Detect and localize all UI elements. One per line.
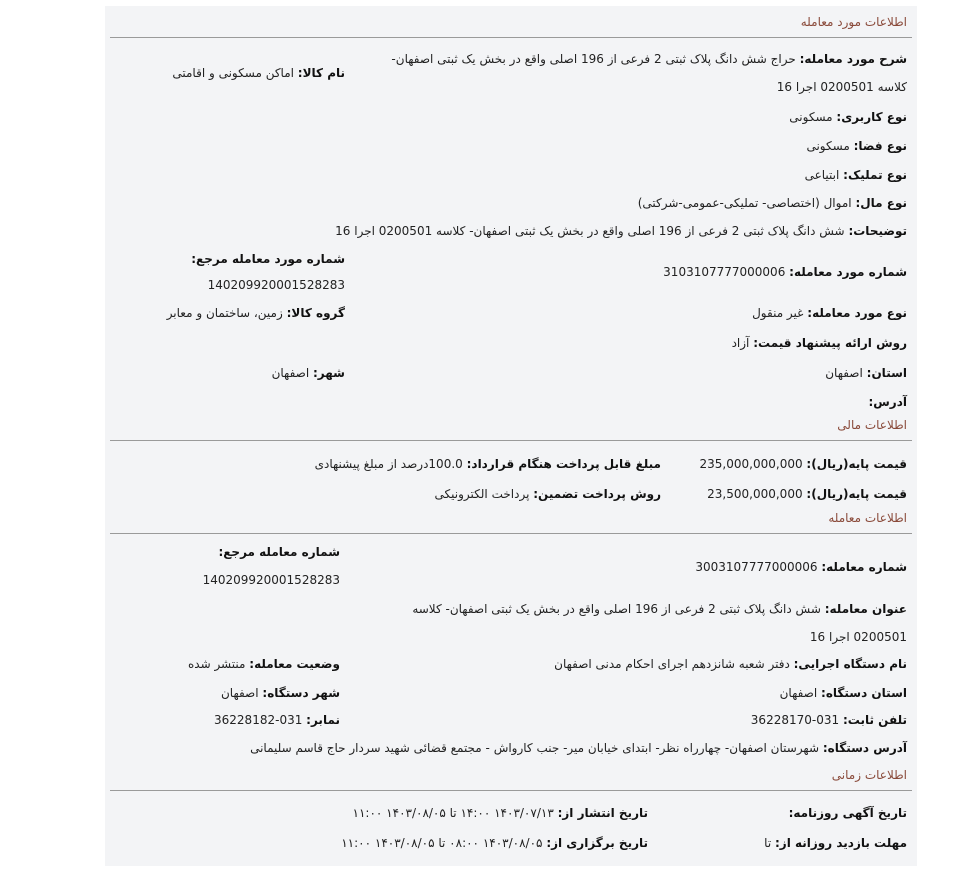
field-executor [554,657,907,671]
field-goods-name [172,66,345,80]
label: استان: [866,366,907,380]
field-org-city [221,686,340,700]
field-item-type [752,306,907,320]
field-status [188,657,340,671]
field-transaction-title [387,595,907,651]
label: نوع مال: [855,196,907,210]
label: روش پرداخت تضمین: [533,487,661,501]
label: تاریخ آگهی روزنامه: [788,806,907,820]
field-fax [214,713,340,727]
value: 031-36228182 [214,713,303,727]
value: شش دانگ پلاک ثبتی 2 فرعی از 196 اصلی واقع در بخش یک ثبتی اصفهان- کلاسه 0200501 اجرا 16 [335,224,845,238]
value: مسکونی [789,110,833,124]
field-visit-deadline [764,836,907,850]
label: تاریخ انتشار از: [557,806,648,820]
label: عنوان معامله: [824,602,907,616]
value: منتشر شده [187,657,246,671]
field-ref-number-label [218,545,340,559]
divider [110,37,912,38]
value: دفتر شعبه شانزدهم اجرای احکام مدنی اصفهان [554,657,790,671]
value: 235,000,000,000 [699,457,803,471]
field-province [825,366,907,380]
label: نوع مورد معامله: [807,306,907,320]
label: آدرس: [868,395,907,409]
field-guarantee-method [435,487,661,501]
value: شهرستان اصفهان- چهارراه نظر- ابتدای خیابان میر- جنب کارواش - مجتمع قضائی شهید سردار حاج قاسم سلیمانی [250,741,820,755]
value: 23,500,000,000 [707,487,803,501]
value: اصفهان [220,686,259,700]
field-base-price [700,457,907,471]
value: پرداخت الکترونیکی [434,487,530,501]
label: توضیحات: [848,224,907,238]
field-city [272,366,345,380]
label: روش ارائه پیشنهاد قیمت: [753,336,907,350]
label: استان دستگاه: [821,686,907,700]
divider [110,790,912,791]
label: مبلغ قابل پرداخت هنگام قرارداد: [466,457,661,471]
label: شماره معامله مرجع: [218,545,340,559]
value: ۱۴۰۳/۰۸/۰۵ ۰۸:۰۰ تا ۱۴۰۳/۰۸/۰۵ ۱۱:۰۰ [341,836,543,850]
value: 3003107777000006 [695,560,818,574]
section-title-financial: اطلاعات مالی [837,418,907,432]
field-holding-date [341,836,648,850]
label: نوع کاربری: [836,110,907,124]
label: شرح مورد معامله: [799,52,907,66]
value: اصفهان [825,366,863,380]
label: شهر دستگاه: [262,686,340,700]
field-ref-number-value: 140209920001528283 [202,573,340,587]
label: نمابر: [306,713,340,727]
label: قیمت پایه(ریال): [806,487,907,501]
label: مهلت بازدید روزانه از: [775,836,907,850]
field-price-method [732,336,907,350]
value: 3103107777000006 [663,265,786,279]
field-description [387,45,907,101]
field-property-type [638,196,907,210]
value: شش دانگ پلاک ثبتی 2 فرعی از 196 اصلی واقع در بخش یک ثبتی اصفهان- کلاسه 0200501 اجرا 16 [412,602,907,644]
field-publish-date [353,806,648,820]
divider [110,533,912,534]
label: شهر: [313,366,345,380]
field-phone [751,713,907,727]
field-space-type [806,139,907,153]
value: 100.0درصد از مبلغ پیشنهادی [314,457,463,471]
value: مسکونی [806,139,850,153]
value: اصفهان [779,686,818,700]
value: غیر منقول [752,306,804,320]
label: آدرس دستگاه: [822,741,907,755]
field-notes [335,224,907,238]
label: نام دستگاه اجرایی: [793,657,907,671]
label: شماره معامله: [821,560,907,574]
value: آزاد [731,336,750,350]
section-title-time: اطلاعات زمانی [831,768,907,782]
label: وضعیت معامله: [249,657,340,671]
label: تلفن ثابت: [842,713,907,727]
field-org-address [250,741,907,755]
value: اماکن مسکونی و اقامتی [172,66,294,80]
value: 031-36228170 [750,713,840,727]
section-title-item: اطلاعات مورد معامله [800,15,907,29]
value: حراج شش دانگ پلاک ثبتی 2 فرعی از 196 اصلی واقع در بخش یک ثبتی اصفهان- کلاسه 0200501 اجرا 16 [391,52,907,94]
field-ref-item-number-label [191,252,345,266]
field-deposit [707,487,907,501]
label: نام کالا: [297,66,345,80]
label: نوع فضا: [853,139,907,153]
value: اصفهان [271,366,310,380]
field-goods-group [167,306,345,320]
field-org-province [780,686,907,700]
label: شماره مورد معامله مرجع: [191,252,345,266]
field-item-number [663,265,907,279]
label: تاریخ برگزاری از: [546,836,648,850]
field-ref-item-number-value: 140209920001528283 [207,278,345,292]
field-ownership-type [805,168,907,182]
label: گروه کالا: [286,306,345,320]
value: اموال (اختصاصی- تملیکی-عمومی-شرکتی) [637,196,852,210]
details-panel [105,6,917,866]
label: قیمت پایه(ریال): [806,457,907,471]
field-payable-at-contract [315,457,661,471]
field-usage-type [789,110,907,124]
value: زمین، ساختمان و معابر [166,306,283,320]
label: شماره مورد معامله: [789,265,907,279]
label: نوع تملیک: [843,168,907,182]
divider [110,440,912,441]
value: ۱۴۰۳/۰۷/۱۳ ۱۴:۰۰ تا ۱۴۰۳/۰۸/۰۵ ۱۱:۰۰ [352,806,554,820]
field-newspaper-date [789,806,907,820]
section-title-transaction: اطلاعات معامله [828,511,907,525]
value: تا [764,836,772,850]
value: ابتیاعی [804,168,840,182]
field-transaction-number [695,560,907,574]
field-address [868,395,907,409]
